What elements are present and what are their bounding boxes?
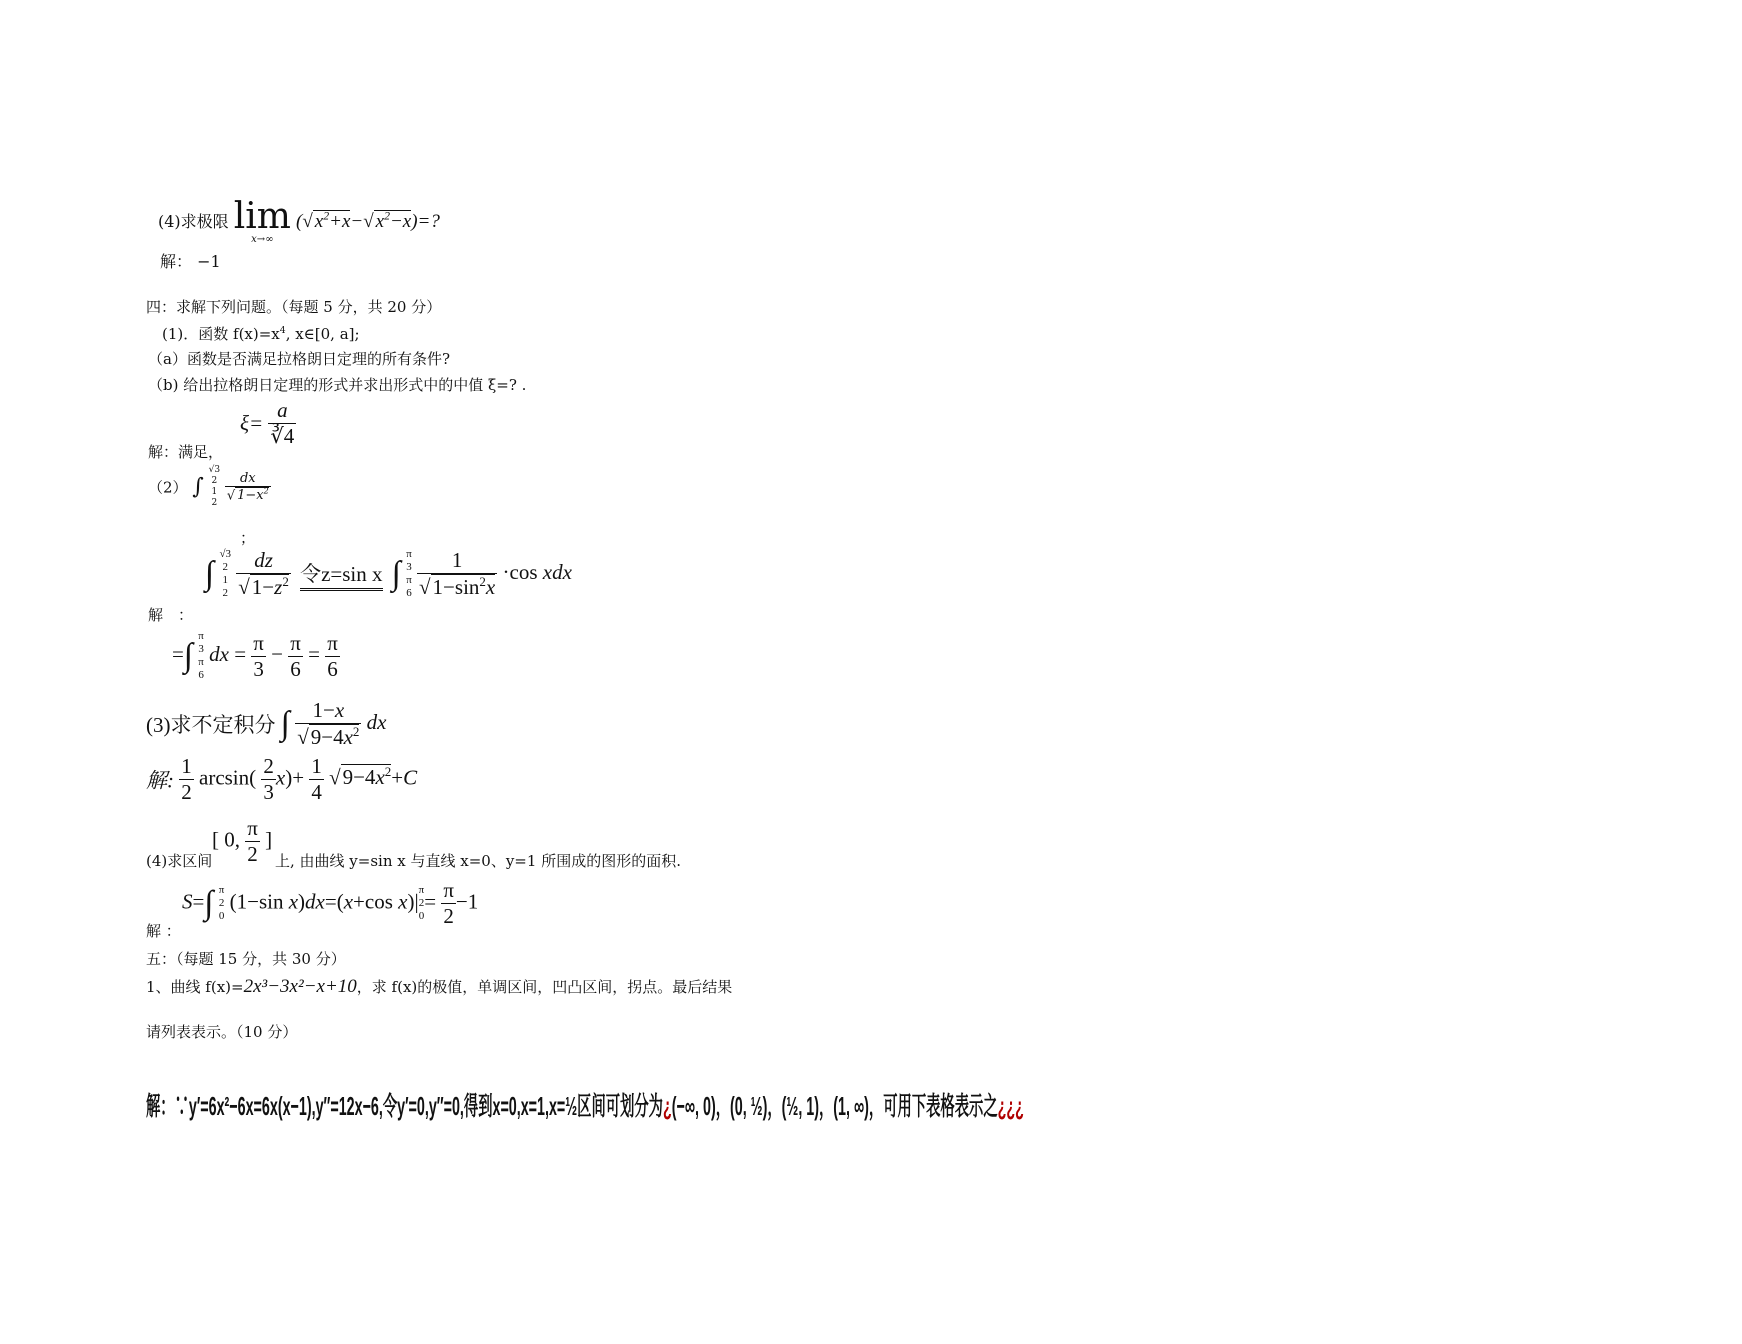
q1-line2: 请列表表示。（10 分）	[146, 1023, 298, 1041]
p2-solution-line1: ∫ √3 2 1 2 $\frac{dz}{√1-z^2}$ 令z=sin x ∫ π 3 π 6 $\frac{1}{√1-\sin^2x}$ ·cos xdx	[205, 548, 572, 599]
p2-semicolon: ；	[240, 529, 256, 547]
lim-operator: lim x→∞	[233, 196, 291, 245]
p1-a: （a）函数是否满足拉格朗日定理的所有条件?	[148, 350, 450, 368]
p4-solution: S=∫ π 2 0 (1−sin x)dx=(x+cos x)| π 2 0 = $\frac{\pi}{2}$ −1	[182, 878, 479, 928]
section5-heading: 五：（每题 15 分，共 30 分）	[146, 950, 346, 968]
q4-prefix: (4)求极限	[158, 212, 229, 231]
xi-formula: ξ= $\frac{a}{∛4}$	[240, 398, 295, 448]
p2-integral: （2） ∫ √3 2 1 2 $\frac{dx}{√ 1-x^2}$	[148, 465, 269, 508]
p4-jie: 解 ：	[146, 922, 181, 940]
substitution: 令z=sin x	[300, 558, 382, 591]
p2-jie: 解 ：	[148, 606, 194, 624]
q1-solution: 解：∵y′=6x²−6x=6x(x−1),y″=12x−6,令y′=0,y″=0,得到x=0,x=1,x=½区间可划分为¿(−∞, 0)，(0, ½)，(½, 1)，(1, ∞)，可用下表格表示之¿¿¿	[146, 1091, 1024, 1121]
p1-b: （b) 给出拉格朗日定理的形式并求出形式中的中值 ξ=? .	[148, 376, 527, 394]
p4-label: (4)求区间	[146, 852, 213, 870]
section4-heading: 四：求解下列问题。（每题 5 分，共 20 分）	[146, 298, 442, 316]
p1-intro: (1)．函数 $f(x)=x^4$, x∈[0, a];	[162, 325, 360, 343]
q1-line1: 1、曲线 f(x)=2x³−3x²−x+10，求 f(x)的极值，单调区间，凹凸区间，拐点。最后结果	[146, 976, 733, 997]
q4-answer: 解： −1	[160, 252, 221, 271]
p3-problem: (3)求不定积分 ∫ $\frac{1-x}{√9-4x^2}$ dx	[146, 698, 387, 749]
p4-rest: 上, 由曲线 y=sin x 与直线 x=0、y=1 所围成的图形的面积.	[275, 852, 681, 870]
q4-limit: (4)求极限 lim x→∞ (√ $x^2+x-√$ $x^2-x)=$?	[158, 196, 440, 245]
p4-interval: [ 0, $\frac{\pi}{2}$ ]	[212, 816, 273, 866]
p2-solution-line2: =∫ π 3 π 6 dx = $\frac{\pi}{3}$ − $\frac{\pi}{6}$ = $\frac{\pi}{6}$	[172, 630, 338, 681]
p3-solution: 解: $\frac{1}{2}$ arcsin( $\frac{2}{3}$ x)+ $\frac{1}{4}$ $√9-4x^2+C$	[146, 754, 418, 804]
p1-answer: 解：满足，	[148, 443, 224, 461]
